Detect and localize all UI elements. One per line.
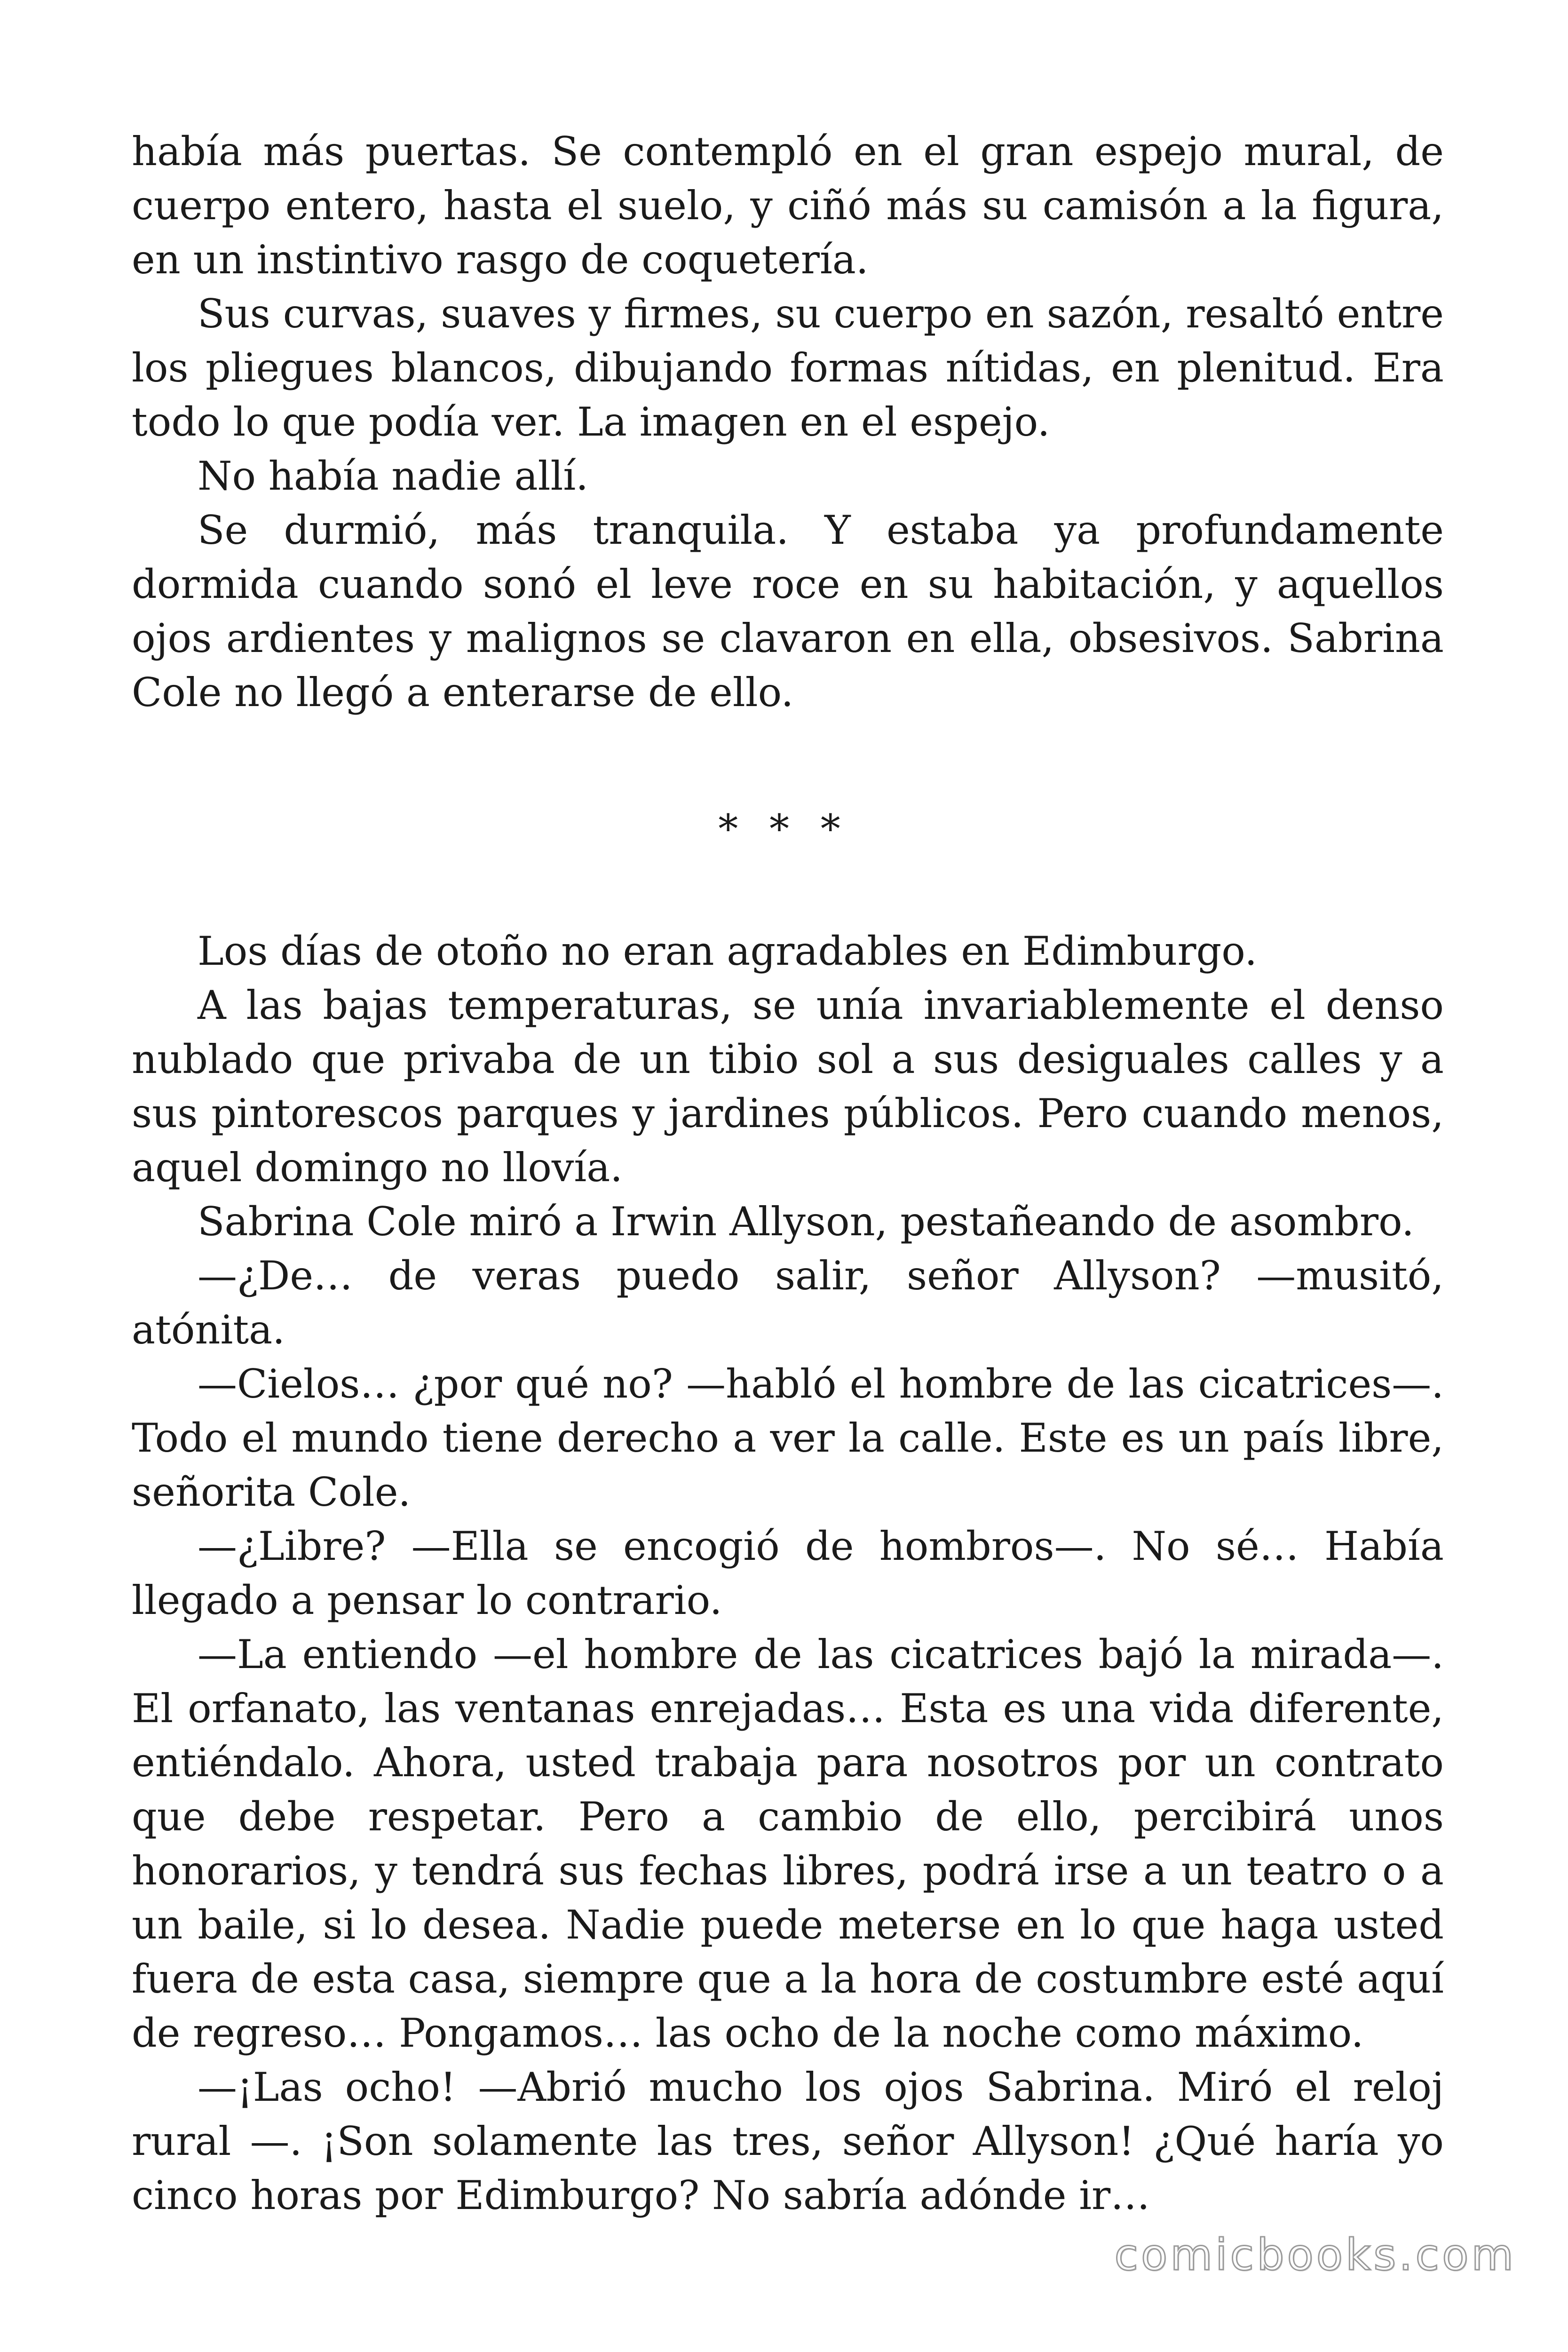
- text-section-1: [132, 125, 1444, 720]
- text-section-2: [132, 924, 1444, 2223]
- paragraph: —¡Las ocho! —Abrió mucho los ojos Sabrina. Miró el reloj rural —. ¡Son solamente las tres, señor Allyson! ¿Qué haría yo cinco horas por Edimburgo? No sabría adónde ir…: [132, 2064, 1444, 2218]
- paragraph: había más puertas. Se contempló en el gran espejo mural, de cuerpo entero, hasta el suelo, y ciñó más su camisón a la figura, en un instintivo rasgo de coquetería.: [132, 128, 1444, 283]
- paragraph: Sabrina Cole miró a Irwin Allyson, pestañeando de asombro.: [198, 1199, 1414, 1245]
- paragraph: Los días de otoño no eran agradables en Edimburgo.: [198, 928, 1258, 974]
- paragraph: A las bajas temperaturas, se unía invariablemente el denso nublado que privaba de un tibio sol a sus desiguales calles y a sus pintorescos parques y jardines públicos. Pero cuando menos, aquel domingo no llovía.: [132, 982, 1444, 1191]
- paragraph: —¿Libre? —Ella se encogió de hombros—. No sé… Había llegado a pensar lo contrario.: [132, 1523, 1444, 1623]
- section-separator: * * *: [718, 806, 850, 852]
- paragraph: —Cielos… ¿por qué no? —habló el hombre de las cicatrices—. Todo el mundo tiene derecho a ver la calle. Este es un país libre, señorita Cole.: [132, 1361, 1444, 1515]
- paragraph: —¿De… de veras puedo salir, señor Allyson? —musitó, atónita.: [132, 1253, 1444, 1353]
- paragraph: No había nadie allí.: [198, 453, 588, 499]
- paragraph: —La entiendo —el hombre de las cicatrices bajó la mirada—. El orfanato, las ventanas enrejadas… Esta es una vida diferente, entiéndalo. Ahora, usted trabaja para nosotros por un contrato que debe respetar. Pero a cambio de ello, percibirá unos honorarios, y tendrá sus fechas libres, podrá irse a un teatro o a un baile, si lo desea. Nadie puede meterse en lo que haga usted fuera de esta casa, siempre que a la hora de costumbre esté aquí de regreso… Pongamos… las ocho de la noche como máximo.: [132, 1631, 1444, 2056]
- watermark: comicbooks.com: [1114, 2230, 1516, 2280]
- paragraph: Se durmió, más tranquila. Y estaba ya profundamente dormida cuando sonó el leve roce en su habitación, y aquellos ojos ardientes y malignos se clavaron en ella, obsesivos. Sabrina Cole no llegó a enterarse de ello.: [132, 507, 1444, 715]
- paragraph: Sus curvas, suaves y firmes, su cuerpo en sazón, resaltó entre los pliegues blancos, dibujando formas nítidas, en plenitud. Era todo lo que podía ver. La imagen en el espejo.: [132, 291, 1444, 445]
